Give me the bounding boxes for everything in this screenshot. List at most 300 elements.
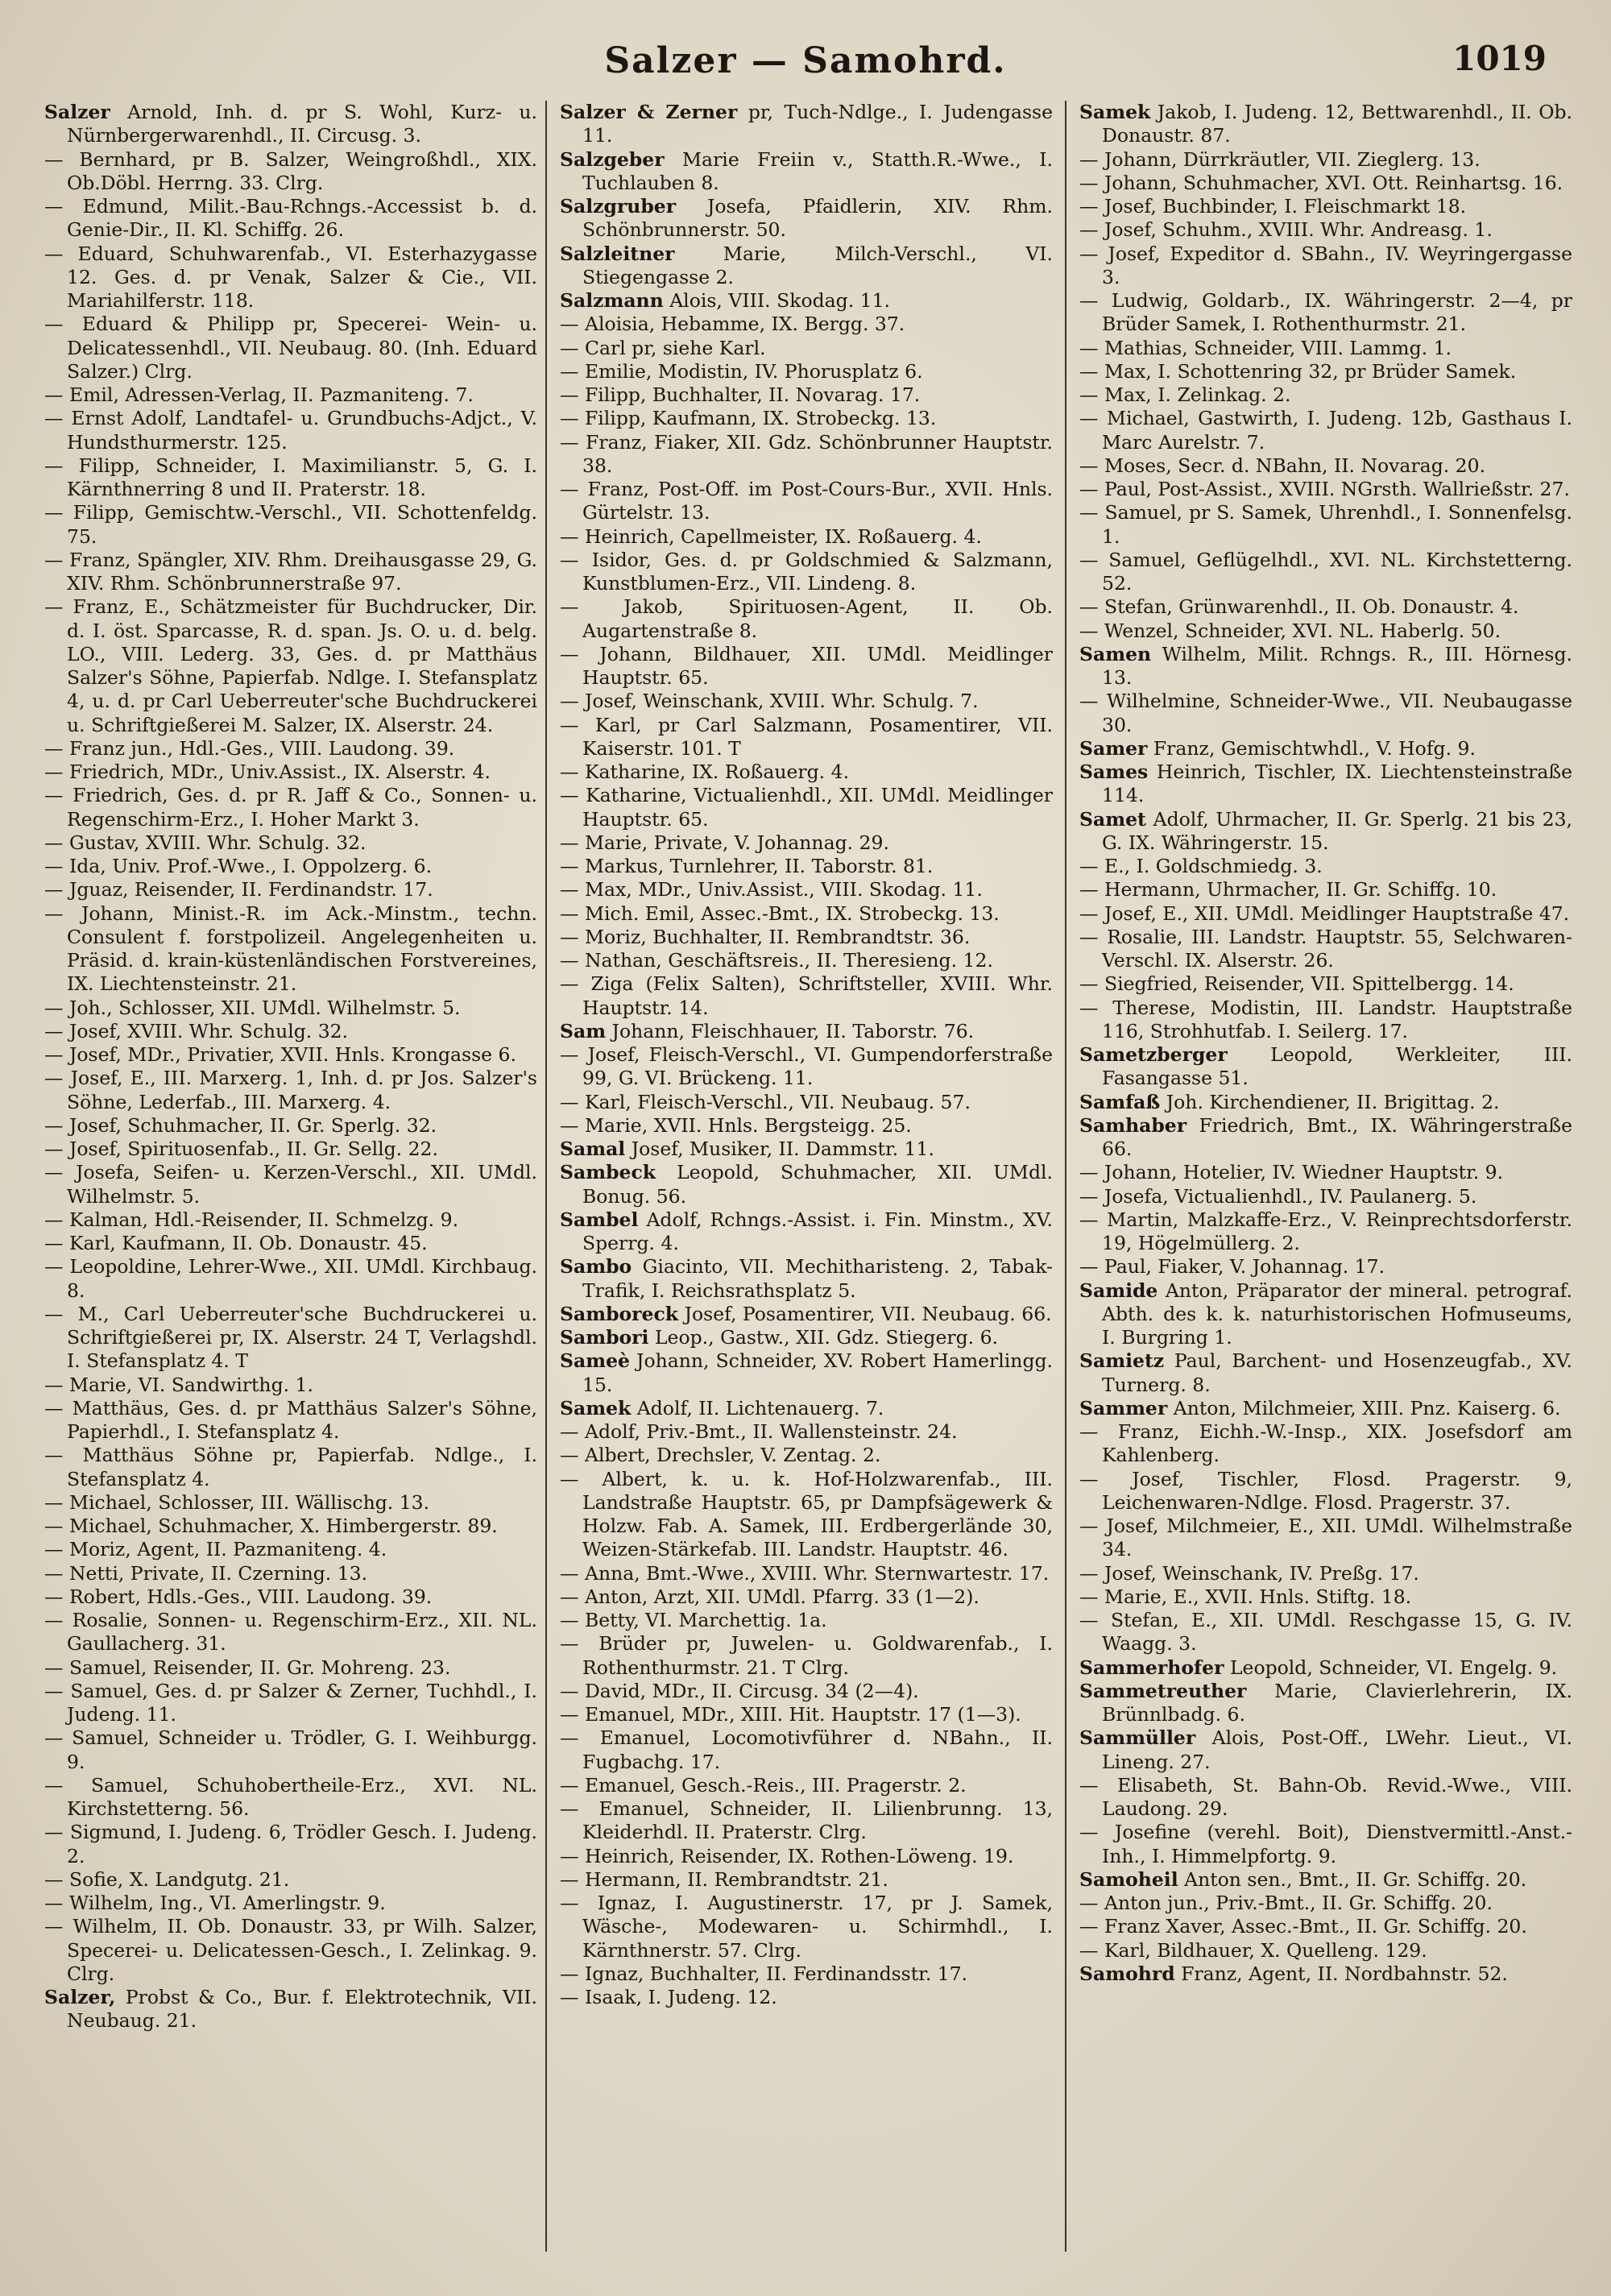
directory-entry	[44, 902, 537, 997]
entry-text: — Karl, Bildhauer, X. Quelleng. 129.	[1079, 1938, 1427, 1962]
entry-surname: Salzer & Zerner	[560, 101, 738, 123]
directory-entry	[560, 1326, 1053, 1349]
directory-entry	[1079, 1962, 1572, 1986]
directory-entry	[44, 595, 537, 737]
directory-entry	[44, 1255, 537, 1303]
entry-surname: Sammetreuther	[1079, 1679, 1247, 1702]
directory-entry	[560, 855, 1053, 878]
entry-surname: Sameè	[560, 1349, 630, 1373]
directory-entry	[1079, 808, 1572, 856]
entry-text: — Samuel, Reisender, II. Gr. Mohreng. 23.	[44, 1656, 451, 1679]
directory-entry	[560, 431, 1053, 479]
directory-entry	[560, 1562, 1053, 1585]
entry-text: Wilhelm, Milit. Rchngs. R., III. Hörnesg. 13.	[1102, 642, 1572, 689]
entry-text: — Franz, Post-Off. im Post-Cours-Bur., XVII. Hnls. Gürtelstr. 13.	[560, 478, 1053, 524]
entry-text: — Albert, Drechsler, V. Zentag. 2.	[560, 1444, 881, 1467]
entry-text: Paul, Barchent- und Hosenzeugfab., XV. Turnerg. 8.	[1102, 1349, 1572, 1396]
entry-text: — Markus, Turnlehrer, II. Taborstr. 81.	[560, 855, 934, 877]
entry-text: — Josef, Weinschank, IV. Preßg. 17.	[1079, 1561, 1419, 1585]
entry-text: — Filipp, Buchhalter, II. Novarag. 17.	[560, 383, 921, 406]
entry-surname: Samoheil	[1079, 1867, 1178, 1891]
entry-text: — Ziga (Felix Salten), Schriftsteller, XVIII. Whr. Hauptstr. 14.	[560, 972, 1053, 1019]
entry-text: Marie, Milch-Verschl., VI. Stiegengasse 2.	[582, 242, 1053, 288]
directory-entry	[1079, 690, 1572, 737]
entry-text: — Josef, Buchbinder, I. Fleischmarkt 18.	[1079, 195, 1467, 218]
entry-text: Leopold, Schuhmacher, XII. UMdl. Bonug. 56.	[582, 1161, 1053, 1208]
entry-text: Josefa, Pfaidlerin, XIV. Rhm. Schönbrunnerstr. 50.	[582, 195, 1053, 242]
directory-entry	[560, 1703, 1053, 1726]
column-2	[560, 101, 1053, 2276]
directory-entry	[1079, 360, 1572, 383]
entry-text: Joh. Kirchendiener, II. Brigittag. 2.	[1160, 1090, 1500, 1113]
entry-text: Franz, Agent, II. Nordbahnstr. 52.	[1174, 1962, 1508, 1985]
directory-entry	[1079, 1821, 1572, 1868]
directory-entry	[560, 337, 1053, 360]
entry-text: — Hermann, II. Rembrandtstr. 21.	[560, 1867, 888, 1891]
entry-surname: Sambeck	[560, 1161, 656, 1184]
entry-text: — Siegfried, Reisender, VII. Spittelbergg. 14.	[1079, 972, 1514, 996]
directory-entry	[560, 1091, 1053, 1114]
entry-text: Arnold, Inh. d. pr S. Wohl, Kurz- u. Nürnbergerwarenhdl., II. Circusg. 3.	[67, 101, 537, 147]
directory-entry	[44, 1020, 537, 1043]
entry-text: — Katharine, IX. Roßauerg. 4.	[560, 760, 850, 783]
directory-entry	[44, 148, 537, 196]
entry-text: — Therese, Modistin, III. Landstr. Hauptstraße 116, Strohhutfab. I. Seilerg. 17.	[1079, 996, 1572, 1042]
entry-text: — M., Carl Ueberreuter'sche Buchdruckerei u. Schriftgießerei pr, IX. Alserstr. 24 T, Verlagshdl. I. Stefansplatz 4. T	[44, 1302, 537, 1373]
directory-entry	[560, 1114, 1053, 1138]
directory-entry	[560, 1774, 1053, 1797]
directory-entry	[1079, 902, 1572, 926]
entry-text: — Ignaz, Buchhalter, II. Ferdinandsstr. 17.	[560, 1962, 968, 1985]
entry-text: — Ida, Univ. Prof.-Wwe., I. Oppolzerg. 6.	[44, 855, 433, 877]
directory-entry	[560, 949, 1053, 972]
entry-surname: Samet	[1079, 807, 1146, 831]
directory-entry	[1079, 1279, 1572, 1350]
entry-text: Josef, Posamentirer, VII. Neubaug. 66.	[678, 1302, 1052, 1325]
entry-text: — Emil, Adressen-Verlag, II. Pazmaniteng. 7.	[44, 383, 474, 406]
entry-text: — Mich. Emil, Assec.-Bmt., IX. Strobeckg. 13.	[560, 901, 1000, 925]
directory-entry	[560, 242, 1053, 290]
directory-entry	[1079, 1468, 1572, 1515]
directory-entry	[44, 242, 537, 313]
entry-text: — Elisabeth, St. Bahn-Ob. Revid.-Wwe., VIII. Laudong. 29.	[1079, 1773, 1572, 1820]
entry-surname: Samietz	[1079, 1349, 1165, 1373]
directory-entry	[1079, 643, 1572, 690]
directory-entry	[560, 383, 1053, 407]
entry-surname: Salzer,	[44, 1986, 116, 2008]
directory-entry	[1079, 1043, 1572, 1091]
directory-entry	[44, 1680, 537, 1727]
directory-entry	[44, 760, 537, 784]
entry-surname: Salzgruber	[560, 195, 677, 218]
entry-text: — Josefa, Victualienhdl., IV. Paulanerg. 5.	[1079, 1184, 1477, 1208]
entry-text: — E., I. Goldschmiedg. 3.	[1079, 855, 1323, 877]
directory-entry	[1079, 737, 1572, 760]
directory-entry	[1079, 1161, 1572, 1184]
directory-entry	[560, 1868, 1053, 1892]
directory-entry	[1079, 101, 1572, 148]
entry-text: Franz, Gemischtwhdl., V. Hofg. 9.	[1147, 736, 1476, 760]
entry-text: — Sigmund, I. Judeng. 6, Trödler Gesch. I. Judeng. 2.	[44, 1821, 537, 1867]
directory-entry	[560, 784, 1053, 831]
directory-entry	[560, 1303, 1053, 1326]
directory-entry	[44, 454, 537, 502]
directory-entry	[560, 195, 1053, 242]
entry-text: — Matthäus Söhne pr, Papierfab. Ndlge., I. Stefansplatz 4.	[44, 1444, 537, 1490]
entry-surname: Samohrd	[1079, 1962, 1175, 1985]
entry-text: — Isidor, Ges. d. pr Goldschmied & Salzmann, Kunstblumen-Erz., VII. Lindeng. 8.	[560, 548, 1053, 595]
directory-entry	[1079, 1774, 1572, 1821]
entry-text: — Filipp, Schneider, I. Maximilianstr. 5, G. I. Kärnthnerring 8 und II. Praterstr. 18.	[44, 454, 537, 500]
entry-surname: Sammer	[1079, 1396, 1168, 1419]
entry-text: — Johann, Minist.-R. im Ack.-Minstm., techn. Consulent f. forstpolizeil. Angelegenheiten u. Präsid. d. krain-küstenländischen Forstvereines, IX. Liechtensteinstr. 21.	[44, 901, 537, 996]
entry-text: — Robert, Hdls.-Ges., VIII. Laudong. 39.	[44, 1585, 433, 1608]
entry-text: Anton, Milchmeier, XIII. Pnz. Kaiserg. 6.	[1167, 1396, 1561, 1419]
entry-text: — Franz jun., Hdl.-Ges., VIII. Laudong. 39.	[44, 736, 455, 760]
directory-entry	[1079, 972, 1572, 996]
directory-entry	[44, 1444, 537, 1491]
entry-text: — David, MDr., II. Circusg. 34 (2—4).	[560, 1679, 919, 1702]
directory-entry	[44, 501, 537, 549]
entry-text: — Johann, Bildhauer, XII. UMdl. Meidlinger Hauptstr. 65.	[560, 642, 1053, 689]
entry-text: — Michael, Schlosser, III. Wällischg. 13.	[44, 1490, 430, 1514]
entry-text: — Wilhelm, Ing., VI. Amerlingstr. 9.	[44, 1892, 386, 1914]
directory-entry	[560, 1397, 1053, 1420]
directory-entry	[44, 1397, 537, 1444]
entry-surname: Sambo	[560, 1255, 632, 1279]
entry-text: — Franz, E., Schätzmeister für Buchdrucker, Dir. d. I. öst. Sparcasse, R. d. span. Js. O. u. d. belg. LO., VIII. Lederg. 33, Ges. d. pr Matthäus Salzer's Söhne, Papierfab. Ndlge. I. Stefansplatz 4, u. d. pr Carl Ueberreuter'sche Buchdruckerei u. Schriftgießerei M. Salzer, IX. Alserstr. 24.	[44, 595, 537, 736]
entry-text: — Friedrich, Ges. d. pr R. Jaff & Co., Sonnen- u. Regenschirm-Erz., I. Hoher Markt 3.	[44, 784, 537, 831]
directory-entry	[44, 878, 537, 901]
entry-text: Adolf, II. Lichtenauerg. 7.	[631, 1396, 884, 1419]
directory-entry	[560, 714, 1053, 761]
directory-entry	[560, 972, 1053, 1020]
directory-entry	[44, 407, 537, 454]
directory-entry	[1079, 1609, 1572, 1656]
directory-entry	[560, 1043, 1053, 1091]
directory-entry	[44, 1515, 537, 1538]
entry-text: — Wilhelmine, Schneider-Wwe., VII. Neubaugasse 30.	[1079, 690, 1572, 736]
entry-surname: Samide	[1079, 1279, 1158, 1302]
entry-text: — Josef, Schuhm., XVIII. Whr. Andreasg. 1.	[1079, 218, 1493, 242]
entry-text: — Samuel, pr S. Samek, Uhrenhdl., I. Sonnenfelsg. 1.	[1079, 501, 1572, 548]
entry-text: Anton sen., Bmt., II. Gr. Schiffg. 20.	[1178, 1867, 1527, 1891]
directory-entry	[1079, 242, 1572, 290]
entry-text: — Samuel, Schneider u. Trödler, G. I. Weihburgg. 9.	[44, 1726, 537, 1773]
directory-entry	[560, 407, 1053, 430]
entry-text: — Leopoldine, Lehrer-Wwe., XII. UMdl. Kirchbaug. 8.	[44, 1255, 537, 1302]
directory-entry	[560, 1892, 1053, 1962]
entry-text: — Rosalie, Sonnen- u. Regenschirm-Erz., XII. NL. Gaullacherg. 31.	[44, 1609, 537, 1656]
entry-text: — Josef, Spirituosenfab., II. Gr. Sellg. 22.	[44, 1138, 438, 1160]
directory-entry	[44, 1585, 537, 1609]
directory-entry	[44, 737, 537, 760]
directory-entry	[560, 831, 1053, 855]
directory-entry	[44, 784, 537, 831]
entry-text: — Wilhelm, II. Ob. Donaustr. 33, pr Wilh. Salzer, Specerei- u. Delicatessen-Gesch., I. Zelinkag. 9. Clrg.	[44, 1915, 537, 1985]
entry-text: Alois, Post-Off., LWehr. Lieut., VI. Lineng. 27.	[1102, 1726, 1572, 1773]
entry-text: — Samuel, Geflügelhdl., XVI. NL. Kirchstetterng. 52.	[1079, 548, 1572, 595]
entry-surname: Sambel	[560, 1208, 639, 1231]
directory-entry	[44, 1868, 537, 1892]
entry-surname: Samer	[1079, 736, 1148, 760]
entry-text: Leop., Gastw., XII. Gdz. Stiegerg. 6.	[648, 1326, 999, 1349]
entry-text: — Max, I. Schottenring 32, pr Brüder Samek.	[1079, 359, 1517, 383]
directory-entry	[1079, 1939, 1572, 1962]
directory-entry	[560, 878, 1053, 901]
entry-text: — Max, MDr., Univ.Assist., VIII. Skodag. 11.	[560, 878, 983, 901]
directory-entry	[44, 1656, 537, 1680]
directory-entry	[1079, 407, 1572, 454]
entry-text: — Franz, Spängler, XIV. Rhm. Dreihausgasse 29, G. XIV. Rhm. Schönbrunnerstraße 97.	[44, 548, 537, 595]
entry-text: — Emanuel, Schneider, II. Lilienbrunng. 13, Kleiderhdl. II. Praterstr. Clrg.	[560, 1797, 1053, 1844]
directory-entry	[560, 1680, 1053, 1703]
entry-text: — Karl, pr Carl Salzmann, Posamentirer, VII. Kaiserstr. 101. T	[560, 713, 1053, 760]
entry-text: — Josef, E., XII. UMdl. Meidlinger Hauptstraße 47.	[1079, 901, 1570, 925]
directory-entry	[1079, 501, 1572, 549]
directory-entry	[1079, 478, 1572, 501]
entry-text: — Emanuel, MDr., XIII. Hit. Hauptstr. 17 (1—3).	[560, 1703, 1021, 1726]
directory-entry	[1079, 218, 1572, 242]
directory-entry	[1079, 855, 1572, 878]
directory-entry	[560, 1609, 1053, 1632]
directory-entry	[1079, 1515, 1572, 1562]
entry-surname: Samboreck	[560, 1302, 679, 1325]
entry-text: — Jakob, Spirituosen-Agent, II. Ob. Augartenstraße 8.	[560, 595, 1053, 642]
directory-entry	[44, 1161, 537, 1208]
entry-text: — Ignaz, I. Augustinerstr. 17, pr J. Samek, Wäsche-, Modewaren- u. Schirmhdl., I. Kärnthnerstr. 57. Clrg.	[560, 1892, 1053, 1962]
entry-text: — Carl pr, siehe Karl.	[560, 336, 766, 359]
entry-text: — Paul, Post-Assist., XVIII. NGrsth. Wallrießstr. 27.	[1079, 478, 1570, 500]
directory-entry	[44, 1491, 537, 1515]
directory-entry	[560, 1138, 1053, 1161]
entry-surname: Salzgeber	[560, 147, 665, 171]
entry-text: — Samuel, Ges. d. pr Salzer & Zerner, Tuchhdl., I. Judeng. 11.	[44, 1679, 537, 1726]
entry-text: — Emilie, Modistin, IV. Phorusplatz 6.	[560, 359, 923, 383]
entry-text: — Sofie, X. Landgutg. 21.	[44, 1867, 290, 1891]
directory-entry	[1079, 1420, 1572, 1468]
directory-entry	[560, 1349, 1053, 1397]
directory-entry	[560, 289, 1053, 313]
directory-entry	[1079, 1726, 1572, 1774]
directory-entry	[1079, 1680, 1572, 1727]
page-number: 1019	[1452, 39, 1547, 78]
entry-text: Giacinto, VII. Mechitharisteng. 2, Tabak-Trafik, I. Reichsrathsplatz 5.	[582, 1255, 1053, 1302]
directory-entry	[1079, 454, 1572, 478]
entry-text: — Josef, Schuhmacher, II. Gr. Sperlg. 32.	[44, 1113, 437, 1137]
directory-entry	[560, 1255, 1053, 1303]
entry-text: — Moses, Secr. d. NBahn, II. Novarag. 20.	[1079, 454, 1486, 477]
entry-text: — Josef, Expeditor d. SBahn., IV. Weyringergasse 3.	[1079, 242, 1572, 288]
directory-entry	[44, 195, 537, 242]
entry-surname: Sambori	[560, 1326, 649, 1349]
directory-entry	[560, 1208, 1053, 1256]
entry-text: — Jguaz, Reisender, II. Ferdinandstr. 17.	[44, 878, 433, 901]
entry-text: — Josef, XVIII. Whr. Schulg. 32.	[44, 1019, 349, 1042]
entry-surname: Samfaß	[1079, 1090, 1161, 1113]
entry-text: — Martin, Malzkaffe-Erz., V. Reinprechtsdorferstr. 19, Högelmüllerg. 2.	[1079, 1208, 1572, 1254]
entry-text: Adolf, Rchngs.-Assist. i. Fin. Minstm., XV. Sperrg. 4.	[582, 1208, 1053, 1254]
entry-text: — Netti, Private, II. Czerning. 13.	[44, 1561, 368, 1585]
entry-text: — Samuel, Schuhobertheile-Erz., XVI. NL. Kirchstetterng. 56.	[44, 1773, 537, 1820]
directory-entry	[560, 478, 1053, 525]
directory-entry	[560, 1585, 1053, 1609]
entry-text: — Filipp, Kaufmann, IX. Strobeckg. 13.	[560, 407, 937, 430]
directory-entry	[1079, 195, 1572, 218]
entry-surname: Samek	[560, 1396, 632, 1419]
entry-text: — Emanuel, Locomotivführer d. NBahn., II. Fugbachg. 17.	[560, 1726, 1053, 1773]
entry-text: — Adolf, Priv.-Bmt., II. Wallensteinstr. 24.	[560, 1420, 958, 1443]
directory-entry	[44, 383, 537, 407]
directory-entry	[44, 1043, 537, 1067]
directory-entry	[560, 549, 1053, 596]
entry-text: — Karl, Fleisch-Verschl., VII. Neubaug. 57.	[560, 1090, 971, 1113]
directory-entry	[1079, 620, 1572, 643]
directory-entry	[1079, 148, 1572, 172]
entry-surname: Samek	[1079, 101, 1151, 123]
directory-entry	[560, 1420, 1053, 1444]
column-1	[44, 101, 537, 2276]
entry-text: Heinrich, Tischler, IX. Liechtensteinstraße 114.	[1102, 760, 1572, 807]
entry-text: Marie, Clavierlehrerin, IX. Brünnlbadg. 6.	[1102, 1679, 1572, 1726]
directory-entry	[44, 549, 537, 596]
entry-text: — Katharine, Victualienhdl., XII. UMdl. Meidlinger Hauptstr. 65.	[560, 784, 1053, 831]
entry-text: — Anna, Bmt.-Wwe., XVIII. Whr. Sternwartestr. 17.	[560, 1561, 1050, 1585]
directory-entry	[44, 1538, 537, 1561]
directory-entry	[560, 1020, 1053, 1043]
directory-entry	[560, 1468, 1053, 1562]
entry-text: — Anton, Arzt, XII. UMdl. Pfarrg. 33 (1—2).	[560, 1585, 979, 1608]
directory-entry	[1079, 1656, 1572, 1680]
entry-surname: Samhaber	[1079, 1113, 1187, 1137]
entry-text: Jakob, I. Judeng. 12, Bettwarenhdl., II. Ob. Donaustr. 87.	[1102, 101, 1572, 147]
running-title: Salzer — Samohrd.	[604, 40, 1007, 81]
entry-text: — Franz, Fiaker, XII. Gdz. Schönbrunner Hauptstr. 38.	[560, 430, 1053, 477]
entry-text: — Franz, Eichh.-W.-Insp., XIX. Josefsdorf am Kahlenberg.	[1079, 1420, 1572, 1467]
directory-entry	[1079, 172, 1572, 195]
column-3	[1079, 101, 1572, 2276]
directory-entry	[44, 313, 537, 383]
entry-text: — Moriz, Agent, II. Pazmaniteng. 4.	[44, 1538, 387, 1561]
entry-text: — Johann, Dürrkräutler, VII. Zieglerg. 13.	[1079, 147, 1481, 171]
entry-text: — Anton jun., Priv.-Bmt., II. Gr. Schiffg. 20.	[1079, 1892, 1493, 1914]
entry-text: — Heinrich, Reisender, IX. Rothen-Löweng. 19.	[560, 1844, 1014, 1867]
directory-entry	[560, 1632, 1053, 1680]
directory-entry	[1079, 1868, 1572, 1892]
entry-text: — Eduard & Philipp pr, Specerei- Wein- u. Delicatessenhdl., VII. Neubaug. 80. (Inh. Eduard Salzer.) Clrg.	[44, 313, 537, 383]
entry-text: — Karl, Kaufmann, II. Ob. Donaustr. 45.	[44, 1232, 428, 1254]
entry-surname: Sammerhofer	[1079, 1656, 1224, 1679]
directory-entry	[560, 760, 1053, 784]
entry-text: — Eduard, Schuhwarenfab., VI. Esterhazygasse 12. Ges. d. pr Venak, Salzer & Cie., VII. Mariahilferstr. 118.	[44, 242, 537, 312]
directory-entry	[1079, 1915, 1572, 1938]
entry-surname: Salzleitner	[560, 242, 675, 265]
directory-entry	[560, 313, 1053, 336]
directory-entry	[560, 1444, 1053, 1467]
directory-entry	[1079, 760, 1572, 808]
entry-text: — Nathan, Geschäftsreis., II. Theresieng. 12.	[560, 949, 993, 972]
entry-text: Anton, Präparator der mineral. petrograf. Abth. des k. k. naturhistorischen Hofmuseums, I. Burgring 1.	[1102, 1279, 1572, 1349]
directory-entry	[44, 855, 537, 878]
entry-text: — Isaak, I. Judeng. 12.	[560, 1986, 777, 2008]
directory-entry	[560, 690, 1053, 713]
entry-text: — Paul, Fiaker, V. Johannag. 17.	[1079, 1255, 1385, 1279]
entry-text: — Franz Xaver, Assec.-Bmt., II. Gr. Schiffg. 20.	[1079, 1915, 1527, 1938]
directory-entry	[44, 1821, 537, 1868]
entry-text: Leopold, Schneider, VI. Engelg. 9.	[1224, 1656, 1558, 1679]
directory-entry	[44, 1114, 537, 1138]
directory-entry	[1079, 1091, 1572, 1114]
directory-entry	[1079, 1208, 1572, 1256]
directory-entry	[1079, 1349, 1572, 1397]
entry-surname: Sam	[560, 1019, 607, 1042]
entry-text: — Aloisia, Hebamme, IX. Bergg. 37.	[560, 313, 905, 336]
directory-entry	[44, 1208, 537, 1232]
entry-text: — Edmund, Milit.-Bau-Rchngs.-Accessist b. d. Genie-Dir., II. Kl. Schiffg. 26.	[44, 195, 537, 242]
directory-entry	[1079, 878, 1572, 901]
directory-columns	[44, 101, 1579, 2276]
entry-text: — Filipp, Gemischtw.-Verschl., VII. Schottenfeldg. 75.	[44, 501, 537, 548]
entry-text: — Rosalie, III. Landstr. Hauptstr. 55, Selchwaren-Verschl. IX. Alserstr. 26.	[1079, 925, 1572, 972]
directory-entry	[1079, 1185, 1572, 1208]
directory-entry	[44, 1892, 537, 1915]
directory-entry	[560, 101, 1053, 148]
directory-entry	[560, 148, 1053, 196]
directory-entry	[560, 1845, 1053, 1868]
directory-entry	[1079, 1255, 1572, 1279]
entry-text: — Marie, E., XVII. Hnls. Stiftg. 18.	[1079, 1585, 1412, 1608]
entry-text: — Marie, Private, V. Johannag. 29.	[560, 831, 889, 854]
entry-text: — Josef, Tischler, Flosd. Pragerstr. 9, Leichenwaren-Ndlge. Flosd. Pragerstr. 37.	[1079, 1467, 1572, 1514]
directory-entry	[1079, 337, 1572, 360]
directory-entry	[560, 1161, 1053, 1208]
entry-text: — Josef, Weinschank, XVIII. Whr. Schulg. 7.	[560, 690, 979, 713]
directory-entry	[1079, 549, 1572, 596]
entry-text: — Michael, Gastwirth, I. Judeng. 12b, Gasthaus I. Marc Aurelstr. 7.	[1079, 407, 1572, 454]
entry-text: — Bernhard, pr B. Salzer, Weingroßhdl., XIX. Ob.Döbl. Herrng. 33. Clrg.	[44, 147, 537, 194]
entry-text: — Joh., Schlosser, XII. UMdl. Wilhelmstr. 5.	[44, 996, 461, 1019]
directory-entry	[44, 1374, 537, 1397]
entry-text: pr, Tuch-Ndlge., I. Judengasse 11.	[582, 101, 1053, 147]
directory-entry	[560, 1797, 1053, 1845]
directory-entry	[44, 1774, 537, 1821]
entry-text: Johann, Schneider, XV. Robert Hamerlingg. 15.	[582, 1349, 1053, 1396]
entry-text: Marie Freiin v., Statth.R.-Wwe., I. Tuchlauben 8.	[582, 147, 1053, 194]
entry-text: — Stefan, Grünwarenhdl., II. Ob. Donaustr. 4.	[1079, 595, 1519, 619]
page-header	[48, 32, 1563, 97]
entry-text: — Brüder pr, Juwelen- u. Goldwarenfab., I. Rothenthurmstr. 21. T Clrg.	[560, 1632, 1053, 1679]
directory-entry	[560, 1962, 1053, 1986]
directory-entry	[1079, 997, 1572, 1044]
entry-text: Probst & Co., Bur. f. Elektrotechnik, VII. Neubaug. 21.	[67, 1986, 537, 2033]
directory-entry	[44, 1915, 537, 1986]
entry-text: — Max, I. Zelinkag. 2.	[1079, 383, 1291, 406]
entry-text: — Ludwig, Goldarb., IX. Währingerstr. 2—4, pr Brüder Samek, I. Rothenthurmstr. 21.	[1079, 289, 1572, 336]
directory-entry	[44, 1609, 537, 1656]
entry-text: — Mathias, Schneider, VIII. Lammg. 1.	[1079, 336, 1452, 359]
directory-entry	[44, 997, 537, 1020]
entry-surname: Salzmann	[560, 289, 664, 312]
directory-entry	[1079, 595, 1572, 619]
directory-entry	[1079, 1892, 1572, 1915]
directory-entry	[1079, 1114, 1572, 1162]
directory-entry	[44, 1303, 537, 1374]
directory-entry	[1079, 1562, 1572, 1585]
directory-entry	[560, 902, 1053, 926]
entry-text: — Josef, Milchmeier, E., XII. UMdl. Wilhelmstraße 34.	[1079, 1515, 1572, 1561]
entry-text: — Wenzel, Schneider, XVI. NL. Haberlg. 50.	[1079, 619, 1501, 642]
entry-text: Adolf, Uhrmacher, II. Gr. Sperlg. 21 bis 23, G. IX. Währingerstr. 15.	[1102, 807, 1572, 854]
